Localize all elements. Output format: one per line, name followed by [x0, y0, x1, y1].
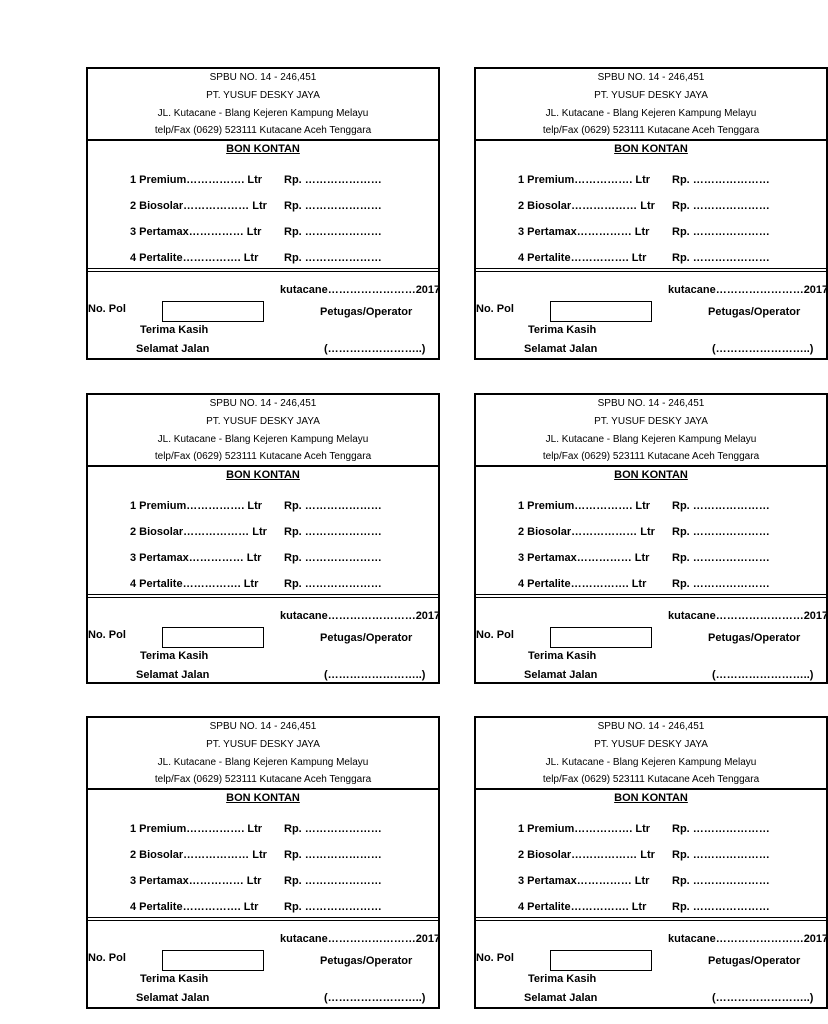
- item-pertamax: 3 Pertamax…………… Ltr: [130, 552, 262, 564]
- company-name: PT. YUSUF DESKY JAYA: [206, 416, 320, 427]
- receipt-header: [476, 69, 826, 141]
- price-biosolar: Rp. …………………: [284, 526, 382, 538]
- price-pertalite: Rp. …………………: [284, 252, 382, 264]
- item-biosolar: 2 Biosolar……………… Ltr: [518, 849, 655, 861]
- item-biosolar: 2 Biosolar……………… Ltr: [130, 526, 267, 538]
- double-divider: [88, 594, 438, 598]
- company-contact: telp/Fax (0629) 523111 Kutacane Aceh Tenggara: [542, 774, 760, 785]
- item-biosolar: 2 Biosolar……………… Ltr: [130, 849, 267, 861]
- double-divider: [476, 917, 826, 921]
- receipt-title: BON KONTAN: [614, 469, 688, 481]
- no-pol-label: No. Pol: [88, 303, 126, 315]
- place-date: kutacane……………………2017: [668, 284, 828, 296]
- thanks-text: Terima Kasih: [140, 324, 209, 336]
- receipt-card: [474, 67, 828, 360]
- no-pol-box: [162, 301, 264, 322]
- price-biosolar: Rp. …………………: [284, 849, 382, 861]
- no-pol-label: No. Pol: [88, 952, 126, 964]
- price-biosolar: Rp. …………………: [672, 526, 770, 538]
- no-pol-box: [550, 950, 652, 971]
- farewell-text: Selamat Jalan: [136, 992, 210, 1004]
- spbu-number: SPBU NO. 14 - 246,451: [597, 721, 705, 732]
- company-address: JL. Kutacane - Blang Kejeren Kampung Melayu: [157, 757, 369, 768]
- price-premium: Rp. …………………: [284, 500, 382, 512]
- signature-line: (……………………..): [712, 669, 814, 681]
- no-pol-label: No. Pol: [476, 952, 514, 964]
- no-pol-box: [162, 627, 264, 648]
- item-premium: 1 Premium……………. Ltr: [518, 500, 651, 512]
- signature-line: (……………………..): [324, 992, 426, 1004]
- spbu-number: SPBU NO. 14 - 246,451: [209, 721, 317, 732]
- receipt-title: BON KONTAN: [226, 143, 300, 155]
- price-pertamax: Rp. …………………: [284, 226, 382, 238]
- price-biosolar: Rp. …………………: [284, 200, 382, 212]
- no-pol-box: [550, 627, 652, 648]
- item-pertamax: 3 Pertamax…………… Ltr: [130, 875, 262, 887]
- receipt-card: [86, 393, 440, 684]
- thanks-text: Terima Kasih: [528, 650, 597, 662]
- no-pol-box: [550, 301, 652, 322]
- thanks-text: Terima Kasih: [140, 650, 209, 662]
- operator-label: Petugas/Operator: [320, 955, 413, 967]
- place-date: kutacane……………………2017: [280, 933, 441, 945]
- price-premium: Rp. …………………: [284, 174, 382, 186]
- place-date: kutacane……………………2017: [280, 610, 441, 622]
- item-premium: 1 Premium……………. Ltr: [518, 174, 651, 186]
- price-pertamax: Rp. …………………: [284, 552, 382, 564]
- double-divider: [476, 268, 826, 272]
- company-contact: telp/Fax (0629) 523111 Kutacane Aceh Tenggara: [154, 125, 372, 136]
- company-contact: telp/Fax (0629) 523111 Kutacane Aceh Tenggara: [154, 774, 372, 785]
- double-divider: [88, 917, 438, 921]
- receipt-header: [88, 718, 438, 790]
- receipt-title: BON KONTAN: [614, 792, 688, 804]
- company-address: JL. Kutacane - Blang Kejeren Kampung Melayu: [157, 434, 369, 445]
- item-pertalite: 4 Pertalite……………. Ltr: [130, 578, 259, 590]
- price-pertalite: Rp. …………………: [672, 901, 770, 913]
- operator-label: Petugas/Operator: [320, 306, 413, 318]
- receipt-title: BON KONTAN: [226, 792, 300, 804]
- no-pol-label: No. Pol: [476, 303, 514, 315]
- receipt-header: [476, 718, 826, 790]
- no-pol-box: [162, 950, 264, 971]
- item-pertalite: 4 Pertalite……………. Ltr: [518, 578, 647, 590]
- item-pertamax: 3 Pertamax…………… Ltr: [518, 226, 650, 238]
- price-premium: Rp. …………………: [284, 823, 382, 835]
- receipt-header: [88, 69, 438, 141]
- item-premium: 1 Premium……………. Ltr: [518, 823, 651, 835]
- price-pertamax: Rp. …………………: [284, 875, 382, 887]
- receipt-card: [474, 716, 828, 1009]
- company-name: PT. YUSUF DESKY JAYA: [206, 90, 320, 101]
- company-contact: telp/Fax (0629) 523111 Kutacane Aceh Tenggara: [154, 451, 372, 462]
- signature-line: (……………………..): [324, 669, 426, 681]
- company-address: JL. Kutacane - Blang Kejeren Kampung Melayu: [545, 434, 757, 445]
- item-pertamax: 3 Pertamax…………… Ltr: [518, 552, 650, 564]
- item-biosolar: 2 Biosolar……………… Ltr: [518, 200, 655, 212]
- receipt-card: [86, 67, 440, 360]
- no-pol-label: No. Pol: [476, 629, 514, 641]
- spbu-number: SPBU NO. 14 - 246,451: [597, 72, 705, 83]
- farewell-text: Selamat Jalan: [136, 343, 210, 355]
- item-pertalite: 4 Pertalite……………. Ltr: [130, 901, 259, 913]
- company-name: PT. YUSUF DESKY JAYA: [206, 739, 320, 750]
- place-date: kutacane……………………2017: [280, 284, 441, 296]
- receipt-title: BON KONTAN: [226, 469, 300, 481]
- operator-label: Petugas/Operator: [320, 632, 413, 644]
- item-biosolar: 2 Biosolar……………… Ltr: [130, 200, 267, 212]
- place-date: kutacane……………………2017: [668, 610, 828, 622]
- price-premium: Rp. …………………: [672, 174, 770, 186]
- price-biosolar: Rp. …………………: [672, 200, 770, 212]
- signature-line: (……………………..): [712, 343, 814, 355]
- price-pertamax: Rp. …………………: [672, 226, 770, 238]
- item-biosolar: 2 Biosolar……………… Ltr: [518, 526, 655, 538]
- price-biosolar: Rp. …………………: [672, 849, 770, 861]
- company-name: PT. YUSUF DESKY JAYA: [594, 90, 708, 101]
- farewell-text: Selamat Jalan: [524, 343, 598, 355]
- price-pertalite: Rp. …………………: [284, 578, 382, 590]
- operator-label: Petugas/Operator: [708, 955, 801, 967]
- company-contact: telp/Fax (0629) 523111 Kutacane Aceh Tenggara: [542, 451, 760, 462]
- signature-line: (……………………..): [712, 992, 814, 1004]
- company-address: JL. Kutacane - Blang Kejeren Kampung Melayu: [545, 108, 757, 119]
- company-name: PT. YUSUF DESKY JAYA: [594, 739, 708, 750]
- receipt-title: BON KONTAN: [614, 143, 688, 155]
- item-pertalite: 4 Pertalite……………. Ltr: [518, 901, 647, 913]
- operator-label: Petugas/Operator: [708, 632, 801, 644]
- no-pol-label: No. Pol: [88, 629, 126, 641]
- spbu-number: SPBU NO. 14 - 246,451: [209, 72, 317, 83]
- item-premium: 1 Premium……………. Ltr: [130, 823, 263, 835]
- receipt-header: [476, 395, 826, 467]
- price-pertamax: Rp. …………………: [672, 875, 770, 887]
- company-name: PT. YUSUF DESKY JAYA: [594, 416, 708, 427]
- operator-label: Petugas/Operator: [708, 306, 801, 318]
- company-address: JL. Kutacane - Blang Kejeren Kampung Melayu: [545, 757, 757, 768]
- item-pertamax: 3 Pertamax…………… Ltr: [130, 226, 262, 238]
- item-premium: 1 Premium……………. Ltr: [130, 174, 263, 186]
- price-pertamax: Rp. …………………: [672, 552, 770, 564]
- signature-line: (……………………..): [324, 343, 426, 355]
- receipt-header: [88, 395, 438, 467]
- thanks-text: Terima Kasih: [528, 973, 597, 985]
- double-divider: [476, 594, 826, 598]
- item-premium: 1 Premium……………. Ltr: [130, 500, 263, 512]
- farewell-text: Selamat Jalan: [524, 992, 598, 1004]
- thanks-text: Terima Kasih: [528, 324, 597, 336]
- item-pertamax: 3 Pertamax…………… Ltr: [518, 875, 650, 887]
- price-pertalite: Rp. …………………: [672, 578, 770, 590]
- receipt-card: [86, 716, 440, 1009]
- farewell-text: Selamat Jalan: [136, 669, 210, 681]
- thanks-text: Terima Kasih: [140, 973, 209, 985]
- price-pertalite: Rp. …………………: [672, 252, 770, 264]
- receipt-card: [474, 393, 828, 684]
- price-premium: Rp. …………………: [672, 823, 770, 835]
- place-date: kutacane……………………2017: [668, 933, 828, 945]
- price-premium: Rp. …………………: [672, 500, 770, 512]
- company-contact: telp/Fax (0629) 523111 Kutacane Aceh Tenggara: [542, 125, 760, 136]
- company-address: JL. Kutacane - Blang Kejeren Kampung Melayu: [157, 108, 369, 119]
- price-pertalite: Rp. …………………: [284, 901, 382, 913]
- farewell-text: Selamat Jalan: [524, 669, 598, 681]
- double-divider: [88, 268, 438, 272]
- item-pertalite: 4 Pertalite……………. Ltr: [130, 252, 259, 264]
- item-pertalite: 4 Pertalite……………. Ltr: [518, 252, 647, 264]
- spbu-number: SPBU NO. 14 - 246,451: [597, 398, 705, 409]
- spbu-number: SPBU NO. 14 - 246,451: [209, 398, 317, 409]
